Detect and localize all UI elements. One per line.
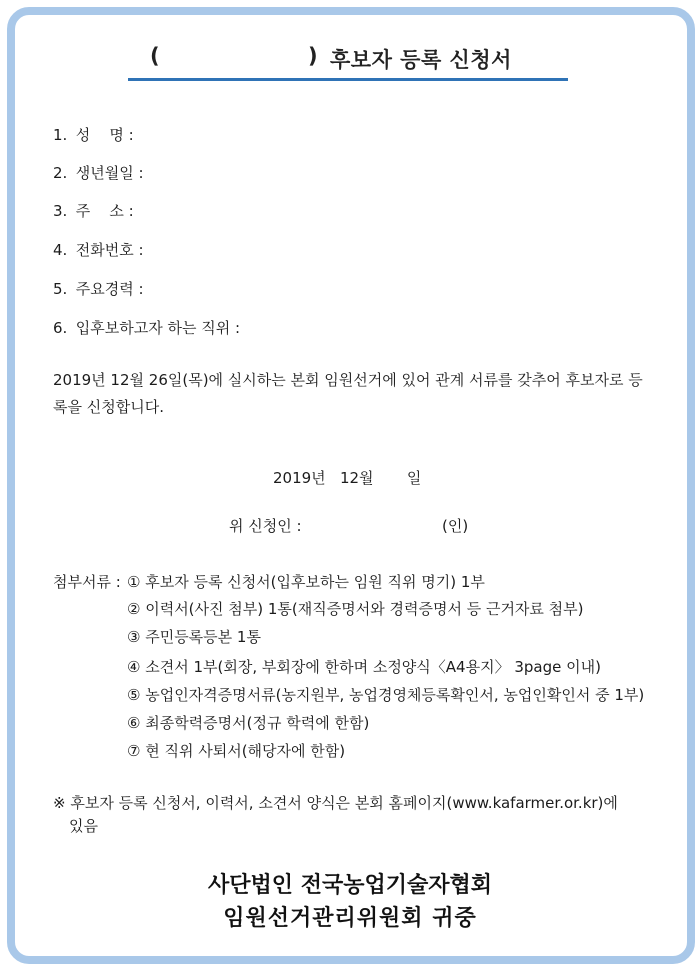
field-career [53, 278, 144, 299]
attachment-item: ① 후보자 등록 신청서(입후보하는 임원 직위 명기) 1부 [127, 573, 485, 591]
field-label: 생년월일 : [75, 164, 144, 182]
field-birthdate [53, 162, 144, 183]
form-title [130, 44, 570, 78]
field-number: 3. [53, 202, 68, 220]
application-statement: 2019년 12월 26일(목)에 실시하는 본회 임원선거에 있어 관계 서류를 갖추어 후보자로 등록을 신청합니다. [53, 371, 643, 416]
note-line: 있음 [69, 817, 98, 835]
field-number: 5. [53, 280, 68, 298]
field-number: 1. [53, 126, 68, 144]
attachment-item: ③ 주민등록등본 1통 [127, 628, 261, 646]
field-label: 입후보하고자 하는 직위 : [75, 319, 241, 337]
field-name [53, 124, 134, 145]
note-line: ※ 후보자 등록 신청서, 이력서, 소견서 양식은 본회 홈페이지(www.kafarmer.or.kr)에 [53, 794, 618, 812]
organization-name: 사단법인 전국농업기술자협회 [208, 873, 492, 898]
field-phone [53, 239, 144, 260]
attachments-label: 첨부서류 : [53, 573, 121, 591]
attachment-item: ⑦ 현 직위 사퇴서(해당자에 한함) [127, 742, 346, 760]
title-text: 후보자 등록 신청서 [330, 48, 512, 72]
field-label: 성 명 : [75, 126, 134, 144]
title-underline [128, 78, 568, 81]
applicant-label: 위 신청인 : [229, 517, 302, 535]
field-number: 2. [53, 164, 68, 182]
attachment-item: ④ 소견서 1부(회장, 부회장에 한하며 소정양식〈A4용지〉 3page 이내) [127, 658, 601, 676]
homepage-note [53, 792, 663, 838]
field-number: 4. [53, 241, 68, 259]
date-line: 2019년 12월 일 [273, 469, 422, 487]
field-label: 주요경력 : [75, 280, 144, 298]
title-paren-open: ( [150, 44, 160, 68]
title-paren-close: ) [308, 44, 318, 68]
field-number: 6. [53, 319, 68, 337]
attachment-item: ② 이력서(사진 첨부) 1통(재직증명서와 경력증명서 등 근거자료 첨부) [127, 600, 584, 618]
field-address [53, 200, 134, 221]
field-position [53, 317, 240, 338]
field-label: 주 소 : [75, 202, 134, 220]
seal-mark: (인) [442, 517, 469, 535]
committee-name: 임원선거관리위원회 귀중 [223, 906, 477, 931]
field-label: 전화번호 : [75, 241, 144, 259]
attachment-item: ⑥ 최종학력증명서(정규 학력에 한함) [127, 714, 370, 732]
attachment-item: ⑤ 농업인자격증명서류(농지원부, 농업경영체등록확인서, 농업인확인서 중 1부) [127, 686, 645, 704]
